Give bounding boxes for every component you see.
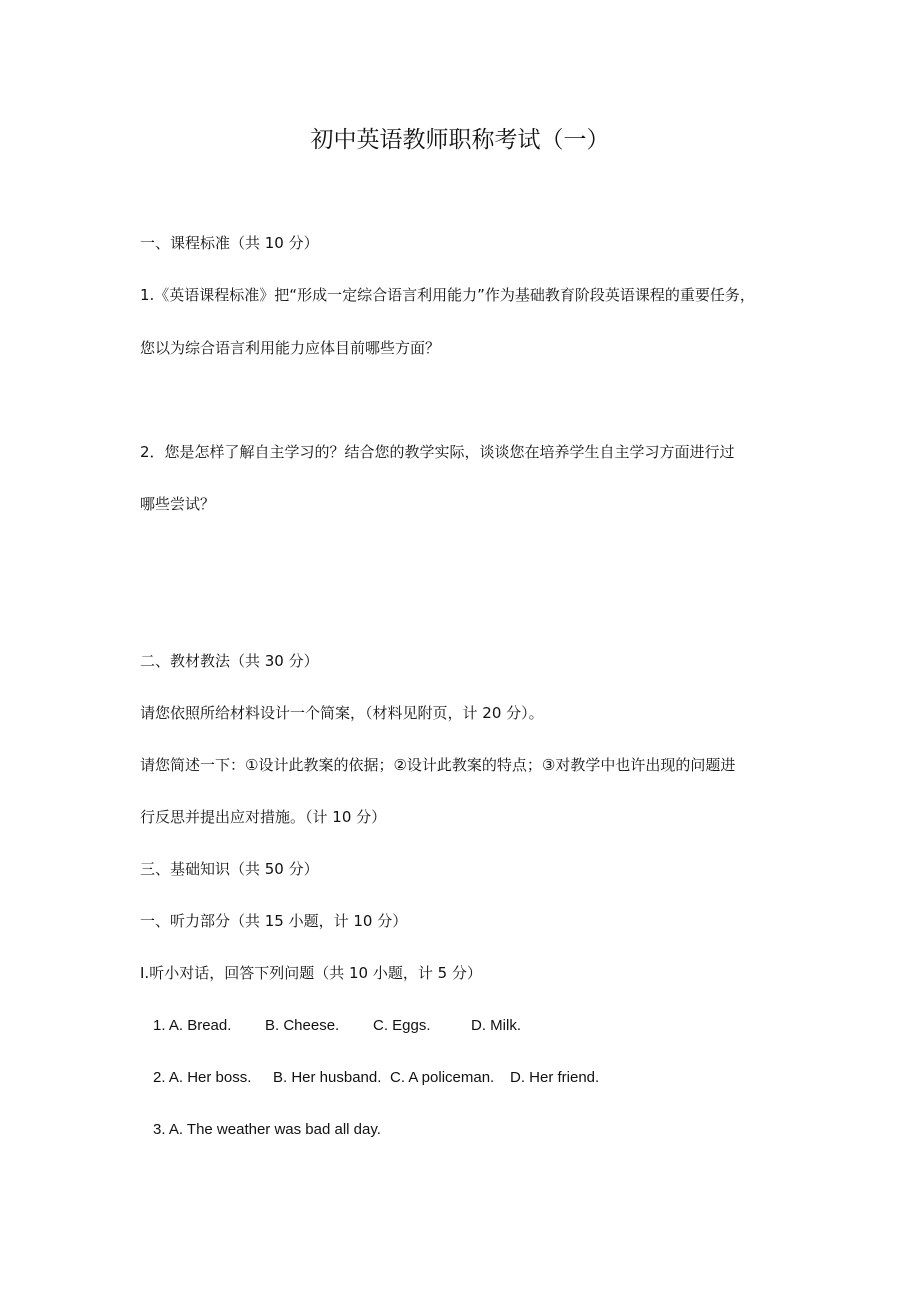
section-2-line-3: 行反思并提出应对措施。（计 10 分） <box>140 808 387 826</box>
document-title: 初中英语教师职称考试（一） <box>310 127 610 153</box>
option-d: D. Milk. <box>471 1017 521 1034</box>
option-a: 2. A. Her boss. <box>153 1069 252 1086</box>
option-a: 3. A. The weather was bad all day. <box>153 1121 381 1138</box>
listening-heading: 一、听力部分（共 15 小题，计 10 分） <box>140 912 408 930</box>
section-2-heading: 二、教材教法（共 30 分） <box>140 652 319 670</box>
option-b: B. Cheese. <box>265 1017 340 1034</box>
section-2-line-1: 请您依照所给材料设计一个简案，（材料见附页，计 20 分）。 <box>140 704 544 722</box>
question-2-line-2: 哪些尝试？ <box>140 495 216 513</box>
question-2-line-1: 2．您是怎样了解自主学习的？结合您的教学实际，谈谈您在培养学生自主学习方面进行过 <box>140 443 735 461</box>
option-d: D. Her friend. <box>510 1069 600 1086</box>
question-1-line-1: 1.《英语课程标准》把“形成一定综合语言利用能力”作为基础教育阶段英语课程的重要任务， <box>140 286 755 304</box>
question-1-line-2: 您以为综合语言利用能力应体目前哪些方面？ <box>140 339 441 357</box>
section-3-heading: 三、基础知识（共 50 分） <box>140 860 319 878</box>
option-b: B. Her husband. <box>273 1069 382 1086</box>
question-row <box>153 1068 599 1088</box>
question-row <box>153 1016 521 1036</box>
section-2-line-2: 请您简述一下：①设计此教案的依据；②设计此教案的特点；③对教学中也许出现的问题进 <box>140 756 736 774</box>
option-c: C. A policeman. <box>390 1069 495 1086</box>
option-c: C. Eggs. <box>373 1017 431 1034</box>
section-1-heading: 一、课程标准（共 10 分） <box>140 234 319 252</box>
question-row <box>153 1120 381 1140</box>
option-a: 1. A. Bread. <box>153 1017 232 1034</box>
part-1-heading: Ⅰ.听小对话，回答下列问题（共 10 小题，计 5 分） <box>140 964 482 982</box>
